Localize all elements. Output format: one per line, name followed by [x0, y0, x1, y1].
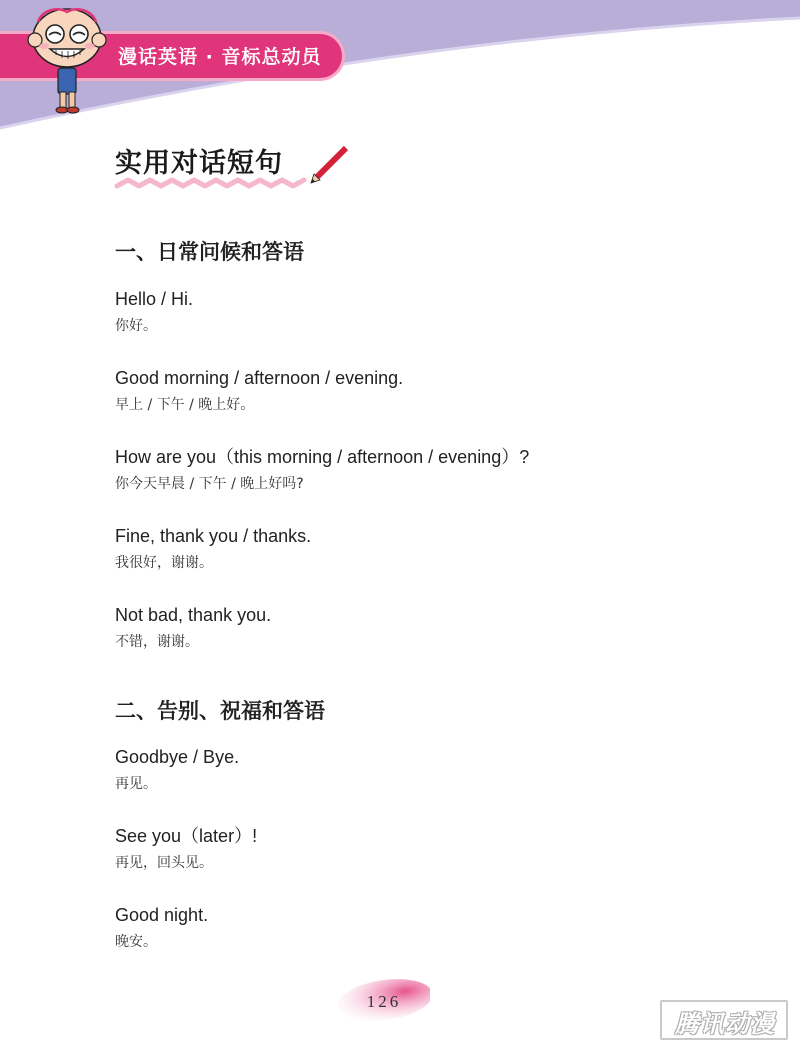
phrase-chinese: 你好。 — [115, 318, 157, 334]
phrase-english: Fine, thank you / thanks. — [115, 526, 312, 546]
page-number: 126 — [366, 992, 402, 1011]
group-heading-greetings: 一、日常问候和答语 — [115, 240, 304, 264]
phrase-chinese: 再见。 — [115, 776, 157, 792]
phrase-chinese: 不错，谢谢。 — [115, 634, 199, 650]
watermark-text: 腾讯动漫 — [675, 1010, 775, 1038]
phrase-english: Good morning / afternoon / evening. — [115, 368, 404, 388]
phrase-english: Hello / Hi. — [115, 289, 194, 309]
phrase-english: See you（later）! — [115, 826, 258, 846]
phrase-chinese: 早上 / 下午 / 晚上好。 — [115, 397, 255, 413]
pencil-icon — [311, 148, 346, 183]
phrase-chinese: 你今天早晨 / 下午 / 晚上好吗? — [115, 476, 304, 492]
phrase-entry — [115, 288, 193, 336]
phrase-entry — [115, 525, 311, 573]
phrase-chinese: 我很好，谢谢。 — [115, 555, 213, 571]
phrase-english: Goodbye / Bye. — [115, 747, 240, 767]
group-heading-farewells: 二、告别、祝福和答语 — [115, 699, 325, 723]
phrase-chinese: 再见，回头见。 — [115, 855, 213, 871]
phrase-entry — [115, 367, 403, 415]
section-title: 实用对话短句 — [115, 148, 283, 179]
phrase-entry — [115, 825, 257, 873]
mascot-illustration — [18, 4, 116, 116]
header-title: 漫话英语 · 音标总动员 — [118, 46, 322, 68]
phrase-entry — [115, 604, 271, 652]
phrase-english: How are you（this morning / afternoon / evening）? — [115, 447, 530, 467]
phrase-entry — [115, 446, 529, 494]
phrase-english: Good night. — [115, 905, 209, 925]
phrase-entry — [115, 904, 208, 952]
phrase-english: Not bad, thank you. — [115, 605, 272, 625]
phrase-entry — [115, 746, 239, 794]
phrase-chinese: 晚安。 — [115, 934, 157, 950]
